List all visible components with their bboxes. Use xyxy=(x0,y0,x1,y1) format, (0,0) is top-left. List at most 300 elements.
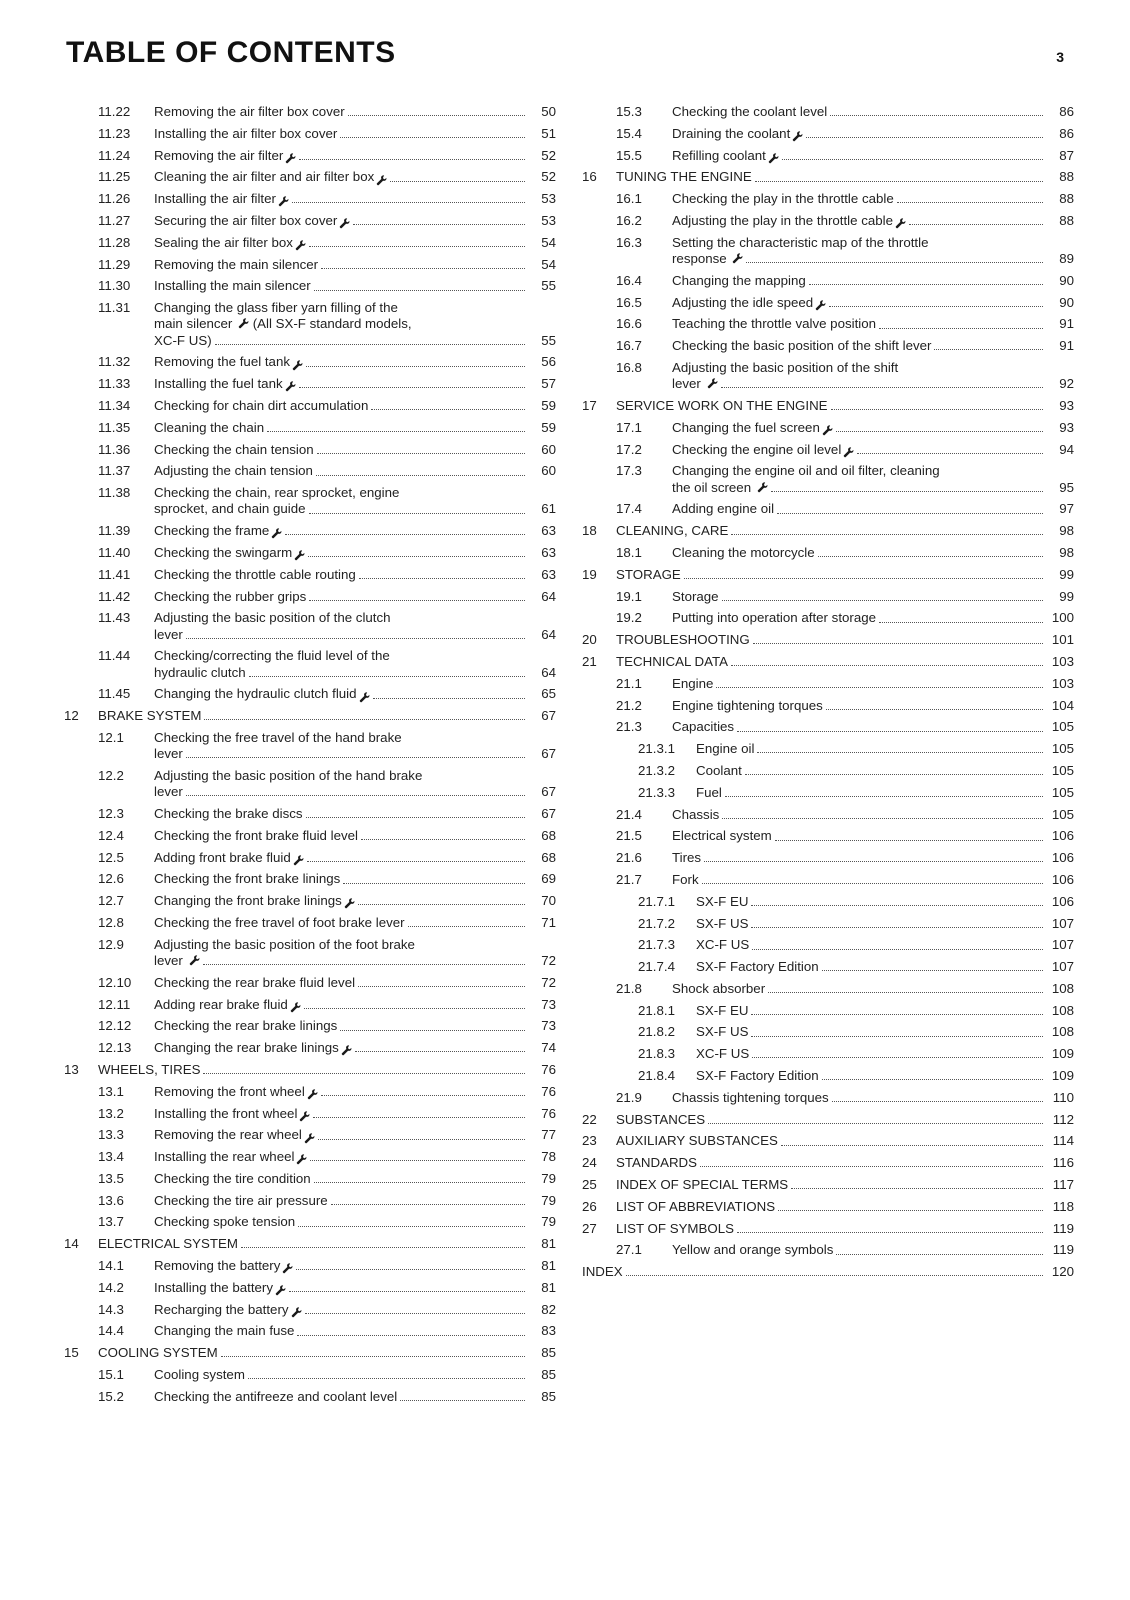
toc-column-left xyxy=(64,104,556,1411)
toc-leader-dots xyxy=(746,262,1043,263)
toc-entry-number: 11.32 xyxy=(98,354,131,370)
toc-entry-body xyxy=(696,1068,1074,1084)
toc-entry-label: SX-F EU xyxy=(696,893,749,909)
toc-entry-body xyxy=(696,741,1074,757)
toc-entry[interactable] xyxy=(582,338,1074,354)
toc-entry-label: lever xyxy=(154,784,183,800)
toc-entry-body xyxy=(672,1090,1074,1106)
toc-entry-number: 16.8 xyxy=(616,359,642,375)
toc-entry-number: 12.3 xyxy=(98,805,124,821)
toc-entry[interactable] xyxy=(582,545,1074,561)
toc-entry[interactable] xyxy=(582,1133,1074,1149)
toc-entry-label: Recharging the battery xyxy=(154,1301,289,1317)
toc-entry-number: 19.1 xyxy=(616,588,642,604)
toc-entry[interactable] xyxy=(64,398,556,414)
toc-entry-page: 112 xyxy=(1052,1111,1074,1127)
toc-entry-page: 98 xyxy=(1059,544,1074,560)
toc-entry[interactable] xyxy=(582,894,1074,910)
toc-entry[interactable] xyxy=(64,485,556,517)
toc-leader-dots xyxy=(340,137,525,138)
toc-entry-body xyxy=(616,1133,1074,1149)
toc-entry[interactable] xyxy=(582,442,1074,458)
toc-entry-body xyxy=(154,1214,556,1230)
toc-entry-body xyxy=(696,937,1074,953)
toc-leader-dots xyxy=(836,1254,1043,1255)
toc-entry-page: 91 xyxy=(1059,338,1074,354)
toc-entry-number: 21.5 xyxy=(616,828,642,844)
toc-entry-number: 15.4 xyxy=(616,125,642,141)
toc-entry-number: 12.11 xyxy=(98,996,131,1012)
toc-entry[interactable] xyxy=(64,376,556,392)
toc-entry-body xyxy=(154,871,556,887)
toc-entry-body xyxy=(672,872,1074,888)
toc-entry[interactable] xyxy=(582,698,1074,714)
toc-entry-number: 16.6 xyxy=(616,316,642,332)
toc-entry[interactable] xyxy=(582,1090,1074,1106)
toc-entry[interactable] xyxy=(582,828,1074,844)
toc-entry[interactable] xyxy=(64,278,556,294)
toc-entry[interactable] xyxy=(64,975,556,991)
toc-entry[interactable] xyxy=(64,463,556,479)
toc-entry-label: Installing the fuel tank xyxy=(154,376,283,392)
toc-entry-number: 11.22 xyxy=(98,104,131,119)
toc-entry[interactable] xyxy=(582,1068,1074,1084)
toc-entry[interactable] xyxy=(64,730,556,762)
toc-entry[interactable] xyxy=(582,148,1074,164)
toc-leader-dots xyxy=(321,1095,525,1096)
toc-leader-dots xyxy=(289,1291,525,1292)
toc-leader-dots xyxy=(725,796,1043,797)
toc-entry[interactable] xyxy=(64,235,556,251)
toc-entry[interactable] xyxy=(582,104,1074,120)
wrench-icon xyxy=(822,425,833,436)
toc-entry-page: 120 xyxy=(1051,1264,1074,1280)
toc-entry-page: 70 xyxy=(541,893,556,909)
toc-entry-body xyxy=(154,257,556,273)
toc-entry-page: 85 xyxy=(541,1388,556,1404)
toc-entry-page: 56 xyxy=(541,354,556,370)
toc-entry[interactable] xyxy=(64,126,556,142)
toc-entry-number: 12.5 xyxy=(98,849,124,865)
toc-entry[interactable] xyxy=(64,1106,556,1122)
toc-entry[interactable] xyxy=(64,708,556,724)
toc-entry-page: 76 xyxy=(541,1083,556,1099)
toc-entry[interactable] xyxy=(64,1193,556,1209)
toc-entry-label: Adjusting the play in the throttle cable xyxy=(672,212,894,228)
toc-entry-body xyxy=(154,937,556,969)
toc-entry[interactable] xyxy=(64,1018,556,1034)
toc-entry-page: 59 xyxy=(541,397,556,413)
toc-entry-page: 106 xyxy=(1051,893,1074,909)
toc-leader-dots xyxy=(204,719,525,720)
toc-entry-body xyxy=(672,338,1074,354)
toc-entry[interactable] xyxy=(64,648,556,680)
toc-entry-body xyxy=(154,850,556,866)
toc-entry-label: LIST OF ABBREVIATIONS xyxy=(616,1198,776,1214)
toc-entry-label-line: Adjusting the basic position of the clutch xyxy=(154,610,391,626)
toc-entry[interactable] xyxy=(582,610,1074,626)
wrench-icon xyxy=(285,153,296,164)
toc-leader-dots xyxy=(752,949,1043,950)
toc-entry[interactable] xyxy=(582,1046,1074,1062)
toc-leader-dots xyxy=(306,366,525,367)
toc-entry[interactable] xyxy=(582,235,1074,267)
toc-entry[interactable] xyxy=(582,126,1074,142)
toc-entry[interactable] xyxy=(582,741,1074,757)
toc-entry[interactable] xyxy=(64,354,556,370)
toc-entry-label: Changing the front brake linings xyxy=(154,893,342,909)
toc-entry-label: WHEELS, TIRES xyxy=(98,1061,201,1077)
toc-entry-number: 17 xyxy=(582,397,597,413)
toc-entry-body xyxy=(616,1177,1074,1193)
toc-entry-number: 21.2 xyxy=(616,697,642,713)
toc-entry[interactable] xyxy=(582,632,1074,648)
toc-entry-number: 25 xyxy=(582,1177,597,1193)
toc-entry[interactable] xyxy=(64,806,556,822)
toc-entry-body xyxy=(672,828,1074,844)
toc-entry-body xyxy=(154,997,556,1013)
toc-entry-page: 88 xyxy=(1059,212,1074,228)
toc-entry-page: 89 xyxy=(1059,250,1074,266)
toc-entry-page: 91 xyxy=(1059,316,1074,332)
toc-entry[interactable] xyxy=(64,523,556,539)
toc-entry-number: 27 xyxy=(582,1220,597,1236)
toc-entry-body xyxy=(672,360,1074,392)
toc-entry[interactable] xyxy=(582,1177,1074,1193)
toc-entry-label: Sealing the air filter box xyxy=(154,234,293,250)
toc-entry-body xyxy=(154,278,556,294)
toc-entry-page: 64 xyxy=(541,588,556,604)
toc-entry[interactable] xyxy=(64,213,556,229)
toc-entry-number: 21.1 xyxy=(616,675,642,691)
toc-entry-body xyxy=(154,485,556,517)
toc-entry-number: 12.10 xyxy=(98,974,132,990)
toc-leader-dots xyxy=(296,1269,525,1270)
toc-entry-body xyxy=(154,610,556,642)
toc-entry-body xyxy=(672,235,1074,267)
toc-entry-label: Checking spoke tension xyxy=(154,1214,296,1230)
toc-entry-page: 86 xyxy=(1059,104,1074,119)
toc-entry[interactable] xyxy=(582,1024,1074,1040)
toc-entry-label: Adjusting the chain tension xyxy=(154,463,313,479)
toc-entry-label: Removing the battery xyxy=(154,1258,281,1274)
toc-entry-number: 14 xyxy=(64,1236,79,1252)
toc-entry[interactable] xyxy=(582,567,1074,583)
toc-entry[interactable] xyxy=(64,828,556,844)
toc-leader-dots xyxy=(751,905,1043,906)
toc-entry[interactable] xyxy=(64,1062,556,1078)
toc-entry[interactable] xyxy=(582,937,1074,953)
toc-entry[interactable] xyxy=(64,148,556,164)
toc-entry-number: 21.8.4 xyxy=(638,1068,675,1084)
toc-entry-number: 11.26 xyxy=(98,191,131,207)
toc-leader-dots xyxy=(778,1210,1043,1211)
wrench-icon xyxy=(768,153,779,164)
toc-entry-number: 21.3.3 xyxy=(638,784,675,800)
toc-entry[interactable] xyxy=(64,104,556,120)
toc-entry[interactable] xyxy=(64,442,556,458)
toc-entry[interactable] xyxy=(582,916,1074,932)
toc-leader-dots xyxy=(829,306,1043,307)
toc-entry[interactable] xyxy=(64,871,556,887)
toc-entry[interactable] xyxy=(582,1242,1074,1258)
toc-entry[interactable] xyxy=(582,719,1074,735)
toc-entry-label: lever xyxy=(672,376,718,392)
toc-entry-label: INDEX OF SPECIAL TERMS xyxy=(616,1177,789,1193)
toc-entry-body xyxy=(98,1345,556,1361)
toc-leader-dots xyxy=(831,409,1043,410)
toc-entry[interactable] xyxy=(64,997,556,1013)
wrench-icon xyxy=(307,1089,318,1100)
toc-entry[interactable] xyxy=(582,213,1074,229)
toc-entry[interactable] xyxy=(582,523,1074,539)
toc-leader-dots xyxy=(309,246,525,247)
toc-leader-dots xyxy=(716,687,1043,688)
toc-entry-label: Removing the air filter xyxy=(154,147,284,163)
toc-entry-page: 69 xyxy=(541,871,556,887)
toc-entry-label: Removing the main silencer xyxy=(154,256,319,272)
toc-entry[interactable] xyxy=(582,501,1074,517)
toc-entry[interactable] xyxy=(64,1389,556,1405)
page-header xyxy=(58,36,1072,70)
toc-entry[interactable] xyxy=(64,589,556,605)
toc-entry-label: Checking the play in the throttle cable xyxy=(672,191,894,207)
toc-entry-number: 16.1 xyxy=(616,191,642,207)
toc-leader-dots xyxy=(822,1079,1043,1080)
toc-entry-lastline xyxy=(154,501,556,517)
toc-entry-body xyxy=(154,648,556,680)
toc-entry-label: SERVICE WORK ON THE ENGINE xyxy=(616,397,828,413)
wrench-icon xyxy=(359,692,370,703)
toc-entry-label: Storage xyxy=(672,588,719,604)
toc-entry-number: 13.2 xyxy=(98,1105,124,1121)
toc-leader-dots xyxy=(355,1051,525,1052)
toc-entry-body xyxy=(154,686,556,702)
toc-leader-dots xyxy=(836,431,1043,432)
toc-leader-dots xyxy=(297,1335,525,1336)
toc-entry[interactable] xyxy=(582,463,1074,495)
wrench-icon xyxy=(707,378,718,389)
toc-leader-dots xyxy=(879,622,1043,623)
toc-entry-body xyxy=(154,523,556,539)
toc-entry-label-line: Adjusting the basic position of the hand brake xyxy=(154,767,423,783)
toc-entry-label: Checking the front brake fluid level xyxy=(154,827,358,843)
toc-entry[interactable] xyxy=(64,1236,556,1252)
toc-leader-dots xyxy=(307,861,525,862)
toc-entry[interactable] xyxy=(64,300,556,349)
toc-leader-dots xyxy=(400,1400,525,1401)
toc-entry-label: Checking the front brake linings xyxy=(154,871,341,887)
toc-leader-dots xyxy=(934,349,1043,350)
toc-entry[interactable] xyxy=(64,545,556,561)
toc-entry-page: 100 xyxy=(1051,610,1074,626)
toc-entry-number: 11.31 xyxy=(98,300,131,316)
toc-entry-number: 15.5 xyxy=(616,147,642,163)
toc-entry[interactable] xyxy=(64,191,556,207)
toc-entry-body xyxy=(154,1127,556,1143)
toc-entry[interactable] xyxy=(64,1323,556,1339)
toc-entry-page: 78 xyxy=(541,1149,556,1165)
toc-entry[interactable] xyxy=(582,676,1074,692)
toc-entry[interactable] xyxy=(64,850,556,866)
toc-entry-number: 21.7.2 xyxy=(638,915,675,931)
toc-entry-page: 83 xyxy=(541,1323,556,1339)
toc-entry[interactable] xyxy=(64,893,556,909)
toc-entry-label: Draining the coolant xyxy=(672,125,791,141)
toc-entry-page: 79 xyxy=(541,1170,556,1186)
toc-entry[interactable] xyxy=(64,1040,556,1056)
toc-entry-page: 54 xyxy=(541,234,556,250)
toc-entry-number: 11.45 xyxy=(98,686,131,702)
toc-entry-page: 108 xyxy=(1051,1024,1074,1040)
toc-entry-number: 13.4 xyxy=(98,1149,124,1165)
toc-entry[interactable] xyxy=(64,169,556,185)
toc-entry-page: 85 xyxy=(541,1345,556,1361)
toc-entry[interactable] xyxy=(582,1221,1074,1237)
toc-entry-label: Adding front brake fluid xyxy=(154,849,291,865)
toc-entry[interactable] xyxy=(64,915,556,931)
toc-entry[interactable] xyxy=(582,872,1074,888)
toc-entry-body xyxy=(154,126,556,142)
toc-leader-dots xyxy=(318,1139,525,1140)
toc-leader-dots xyxy=(215,344,525,345)
toc-entry-label: Removing the front wheel xyxy=(154,1083,305,1099)
wrench-icon xyxy=(282,1263,293,1274)
toc-entry[interactable] xyxy=(582,1112,1074,1128)
toc-entry[interactable] xyxy=(582,1199,1074,1215)
toc-entry-lastline xyxy=(154,627,556,643)
wrench-icon xyxy=(271,528,282,539)
toc-entry-label: Capacities xyxy=(672,719,735,735)
toc-entry-number: 11.44 xyxy=(98,648,131,664)
toc-entry-page: 67 xyxy=(541,805,556,821)
toc-entry[interactable] xyxy=(582,316,1074,332)
toc-entry[interactable] xyxy=(64,420,556,436)
toc-entry[interactable] xyxy=(64,1127,556,1143)
toc-entry[interactable] xyxy=(582,191,1074,207)
toc-entry-number: 21.7 xyxy=(616,871,642,887)
toc-entry-page: 116 xyxy=(1052,1155,1074,1171)
toc-entry-label: TECHNICAL DATA xyxy=(616,653,729,669)
toc-entry-label: Checking the chain tension xyxy=(154,441,314,457)
toc-entry-page: 106 xyxy=(1051,828,1074,844)
toc-entry-number: 21.8.2 xyxy=(638,1024,675,1040)
toc-entry-page: 99 xyxy=(1059,566,1074,582)
toc-entry-body xyxy=(696,916,1074,932)
toc-entry-page: 105 xyxy=(1051,806,1074,822)
toc-entry[interactable] xyxy=(64,1302,556,1318)
toc-entry[interactable] xyxy=(582,589,1074,605)
toc-entry-label: Checking the tire air pressure xyxy=(154,1192,328,1208)
toc-entry[interactable] xyxy=(64,768,556,800)
toc-entry-number: 12.9 xyxy=(98,936,124,952)
toc-entry-body xyxy=(672,148,1074,164)
toc-entry[interactable] xyxy=(582,1003,1074,1019)
toc-entry[interactable] xyxy=(64,1280,556,1296)
toc-entry-number: 11.43 xyxy=(98,610,131,626)
toc-entry-body xyxy=(672,295,1074,311)
toc-entry[interactable] xyxy=(582,420,1074,436)
toc-entry[interactable] xyxy=(582,1264,1074,1280)
toc-entry-body xyxy=(672,191,1074,207)
toc-entry-label-line: Setting the characteristic map of the throttle xyxy=(672,234,929,250)
toc-entry-body xyxy=(154,1106,556,1122)
toc-entry-label-line: main silencer (All SX-F standard models, xyxy=(154,316,412,332)
toc-entry-lastline xyxy=(154,333,556,349)
toc-entry[interactable] xyxy=(582,785,1074,801)
toc-entry[interactable] xyxy=(582,398,1074,414)
toc-entry-page: 109 xyxy=(1051,1068,1074,1084)
toc-entry[interactable] xyxy=(64,1345,556,1361)
toc-entry-number: 11.37 xyxy=(98,463,131,479)
toc-entry[interactable] xyxy=(64,1171,556,1187)
toc-entry[interactable] xyxy=(64,610,556,642)
toc-entry-label: Changing the hydraulic clutch fluid xyxy=(154,686,357,702)
toc-entry-label: Installing the air filter box cover xyxy=(154,125,338,141)
toc-entry-page: 108 xyxy=(1051,1002,1074,1018)
toc-entry-number: 16.4 xyxy=(616,272,642,288)
toc-entry[interactable] xyxy=(582,273,1074,289)
toc-leader-dots xyxy=(331,1204,525,1205)
toc-entry-label-line: Adjusting the basic position of the foot brake xyxy=(154,936,415,952)
toc-leader-dots xyxy=(702,883,1043,884)
toc-entry-page: 93 xyxy=(1059,397,1074,413)
toc-entry[interactable] xyxy=(64,1367,556,1383)
toc-entry[interactable] xyxy=(64,567,556,583)
toc-entry[interactable] xyxy=(582,654,1074,670)
toc-entry[interactable] xyxy=(582,850,1074,866)
toc-entry-page: 110 xyxy=(1052,1089,1074,1105)
toc-entry[interactable] xyxy=(582,959,1074,975)
toc-entry-page: 105 xyxy=(1051,741,1074,757)
toc-entry[interactable] xyxy=(582,1155,1074,1171)
toc-entry[interactable] xyxy=(64,257,556,273)
toc-leader-dots xyxy=(299,387,525,388)
toc-entry[interactable] xyxy=(64,1258,556,1274)
toc-entry-page: 107 xyxy=(1051,937,1074,953)
toc-leader-dots xyxy=(768,992,1043,993)
toc-entry-number: 14.2 xyxy=(98,1279,124,1295)
toc-entry[interactable] xyxy=(582,807,1074,823)
toc-entry-page: 59 xyxy=(541,419,556,435)
toc-entry-label-line: Checking the free travel of the hand brake xyxy=(154,729,402,745)
toc-entry[interactable] xyxy=(64,1214,556,1230)
toc-entry[interactable] xyxy=(582,360,1074,392)
toc-entry-label: Checking the coolant level xyxy=(672,104,828,119)
toc-entry[interactable] xyxy=(64,937,556,969)
toc-entry[interactable] xyxy=(582,295,1074,311)
toc-leader-dots xyxy=(299,159,525,160)
toc-entry-number: 16.2 xyxy=(616,212,642,228)
toc-entry-body xyxy=(154,828,556,844)
toc-entry-label: Checking the rubber grips xyxy=(154,588,307,604)
toc-entry[interactable] xyxy=(64,686,556,702)
toc-entry[interactable] xyxy=(64,1149,556,1165)
toc-entry-label: STORAGE xyxy=(616,566,681,582)
toc-entry-page: 104 xyxy=(1051,697,1074,713)
toc-entry[interactable] xyxy=(582,981,1074,997)
toc-entry-label: Removing the air filter box cover xyxy=(154,104,345,119)
toc-entry-number: 21.7.1 xyxy=(638,893,675,909)
toc-entry-page: 51 xyxy=(541,125,556,141)
toc-entry[interactable] xyxy=(64,1084,556,1100)
wrench-icon xyxy=(285,381,296,392)
toc-entry[interactable] xyxy=(582,169,1074,185)
toc-entry-number: 18 xyxy=(582,523,597,539)
toc-entry[interactable] xyxy=(582,763,1074,779)
toc-entry-body xyxy=(616,398,1074,414)
toc-entry-label: Installing the main silencer xyxy=(154,278,311,294)
